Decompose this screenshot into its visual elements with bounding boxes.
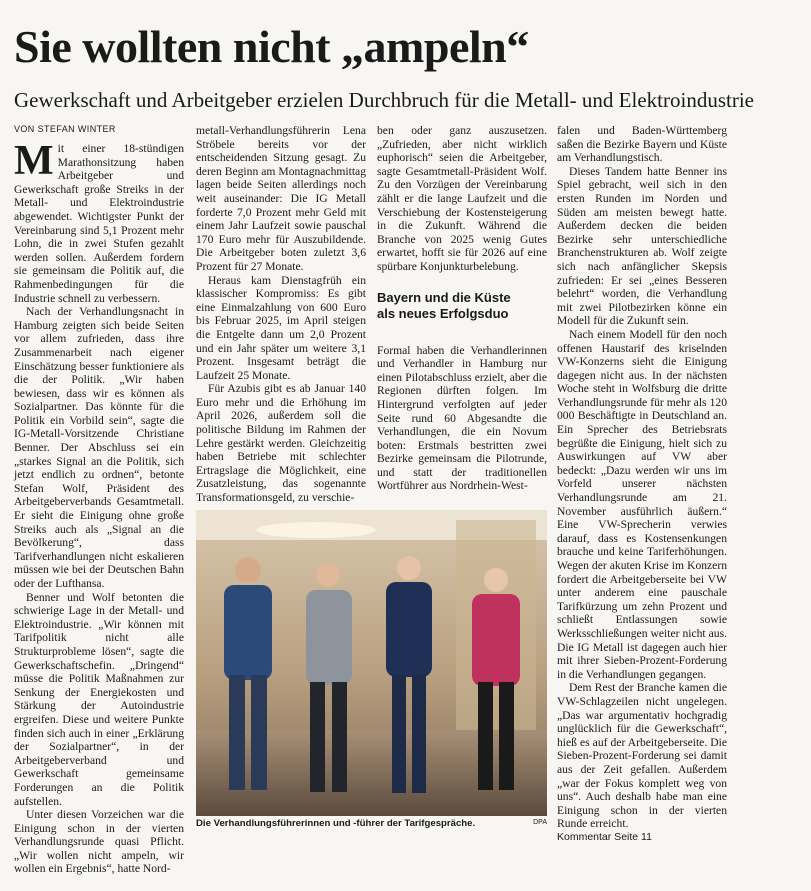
drop-cap: M xyxy=(14,138,54,184)
paragraph: falen und Baden-Württemberg saßen die Bezirke Bayern und Küste am Verhandlungstisch. xyxy=(557,124,727,165)
column-1 xyxy=(14,138,184,876)
cross-reference: Kommentar Seite 11 xyxy=(557,830,652,843)
column-2 xyxy=(196,124,366,505)
subheadline: Gewerkschaft und Arbeitgeber erzielen Durchbruch für die Metall- und Elektroindustrie xyxy=(14,88,754,112)
press-photo xyxy=(196,510,547,816)
photo-illustration xyxy=(196,510,547,816)
photo-credit: DPA xyxy=(533,819,547,826)
paragraph: Für Azubis gibt es ab Januar 140 Euro mehr und die Erhöhung im April 2026, außerdem soll die politische Bildung im Rahmen der Lehre gestärkt werden. Gleichzeitig haben Betriebe mit schlechter Ertragslage die Möglichkeit, eine Zusatzleistung, das sogenannte Transformationsgeld, zu verschie- xyxy=(196,382,366,505)
byline: VON STEFAN WINTER xyxy=(14,124,116,134)
paragraph: Unter diesen Vorzeichen war die Einigung schon in der vierten Verhandlungsrunde quasi Pflicht. „Wir wollen nicht ampeln, wir wollen ein Ergebnis“, hatte Nord- xyxy=(14,808,184,876)
paragraph: Dem Rest der Branche kamen die VW-Schlagzeilen nicht ungelegen. „Das war argumentativ hochgradig unglücklich für die Gewerkschaft“, hieß es auf der Arbeitgeberseite. Die Sieben-Prozent-Forderung sei damit aus der Zeit gefallen. Außerdem „war der Fokus komplett weg von uns“. Auch deshalb habe man eine Einigung schon in der vierten Runde erreicht. xyxy=(557,681,727,831)
paragraph: Benner und Wolf betonten die schwierige Lage in der Metall- und Elektroindustrie. „Wir können mit Tarifpolitik nicht alle Strukturprobleme lösen“, sagte die Gewerkschaftschefin. „Dringend“ müsse die Politik Maßnahmen zur Senkung der Energiekosten und Stärkung der Autoindustrie ergreifen. Diese und weitere Punkte finden sich auch in einer „Erklärung der Sozialpartner“, in der Arbeitgeberverband und Gewerkschaft gemeinsame Forderungen an die Politik aufstellen. xyxy=(14,590,184,808)
section-subtitle: Bayern und die Küste als neues Erfolgsduo xyxy=(377,289,511,321)
paragraph: Formal haben die Verhandlerinnen und Verhandler in Hamburg nur einen Pilotabschluss erzielt, aber die Regionen dürften folgen. Im Hintergrund verfolgten auf jeder Seite rund 60 Abgesandte die Verhandlungen, die ein Novum boten: Erstmals bestritten zwei Bezirke gemeinsam die Pilotrunde, und statt der traditionellen Wortführer aus Nordrhein-West- xyxy=(377,343,547,493)
paragraph: Nach der Verhandlungsnacht in Hamburg zeigten sich beide Seiten vor allem zufrieden, dass ihre Zusammenarbeit nach eigener Einschätzung besser funktioniere als die der Politik. „Wir haben bewiesen, dass wir es können als Sozialpartner. Das könnte für die Politik ein Vorbild sein“, sagte die IG-Metall-Vorsitzende Christiane Benner. Der Abschluss sei ein „starkes Signal an die Politik, sich jetzt endlich zu ordnen“, betonte Stefan Wolf, Präsident des Arbeitgeberverbands Gesamtmetall. Er sieht die Einigung ohne große Streiks auch als „Signal an die Bevölkerung“, dass Tarifverhandlungen nicht eskalieren müssen wie bei der Deutschen Bahn oder der Lufthansa. xyxy=(14,305,184,590)
paragraph: Mit einer 18-stündigen Marathonsitzung haben Arbeitgeber und Gewerkschaft große Streiks in der Metall- und Elektroindustrie abgewendet. Wichtigster Punkt der Vereinbarung sind 5,1 Prozent mehr Lohn, die in zwei Stufen gezahlt werden sollen. Außerdem fordern sie gemeinsam die Politik auf, die Rahmenbedingungen für die Industrie schnell zu verbessern. xyxy=(14,138,184,305)
headline: Sie wollten nicht „ampeln“ xyxy=(14,21,529,72)
paragraph: Heraus kam Dienstagfrüh ein klassischer Kompromiss: Es gibt eine Einmalzahlung von 600 Euro bis Februar 2025, im April steigen die Entgelte dann um 2,0 Prozent und ein Jahr später um weitere 3,1 Prozent. Insgesamt beträgt die Laufzeit 25 Monate. xyxy=(196,273,366,382)
paragraph: Nach einem Modell für den noch offenen Haustarif des kriselnden VW-Konzerns sieht die Einigung dagegen nicht aus. In der nächsten Woche steht in Wolfsburg die dritte Verhandlungsrunde für mehr als 120 000 Beschäftigte in Deutschland an. Ein Sprecher des Betriebsrats begrüßte die Einigung, hielt sich zu Auswirkungen auf VW aber bedeckt: „Dazu werden wir uns im Vorfeld unserer nächsten Verhandlungsrunde am 21. November ausführlich äußern.“ Eine VW-Sprecherin verwies darauf, dass es Kostensenkungen brauche und keine Tariferhöhungen. Wegen der akuten Krise im Konzern fordert die Arbeitgeberseite bei VW unter anderem eine pauschale Tarifkürzung um zehn Prozent und schließt Entlassungen sowie Werksschließungen weiter nicht aus. Die IG Metall ist dagegen auch hier mit ihrer Sieben-Prozent-Forderung in die Verhandlungen gegangen. xyxy=(557,327,727,681)
paragraph: ben oder ganz auszusetzen. „Zufrieden, aber nicht wirklich euphorisch“ seien die Arbeitgeber, sagte Gesamtmetall-Präsident Wolf. Zu den Vorzügen der Vereinbarung zählt er die lange Laufzeit und die Verschiebung der Kostensteigerung in die Zukunft. Während die Branche von 2025 wenig Gutes erwartet, hofft sie für 2026 auf eine spürbare Konjunkturbelebung. xyxy=(377,124,547,273)
paragraph: metall-Verhandlungsführerin Lena Ströbele bereits vor der entscheidenden Sitzung gesagt. Zu deren Beginn am Montagnachmittag lagen beide Seiten allerdings noch weit auseinander: Die IG Metall forderte 7,0 Prozent mehr Geld mit einem Jahr Laufzeit sowie pauschal 170 Euro mehr für Auszubildende. Die Arbeitgeber boten zuletzt 3,6 Prozent für 27 Monate. xyxy=(196,124,366,273)
photo-caption: Die Verhandlungsführerinnen und -führer der Tarifgespräche. DPA xyxy=(196,818,547,829)
column-3 xyxy=(377,124,547,493)
column-4 xyxy=(557,124,727,844)
paragraph: Dieses Tandem hatte Benner ins Spiel gebracht, weil sich in den ersten Runden im Norden und Süden am meisten bewegt hatte. Außerdem decken die beiden Bezirke sehr unterschiedliche Branchenstrukturen ab. Wolf zeigte sich nach anfänglicher Skepsis zufrieden: Er sei „eines Besseren belehrt“ worden, die Verhandlung mit zwei Pilotbezirken könne ein Modell für die Zukunft sein. xyxy=(557,164,727,328)
